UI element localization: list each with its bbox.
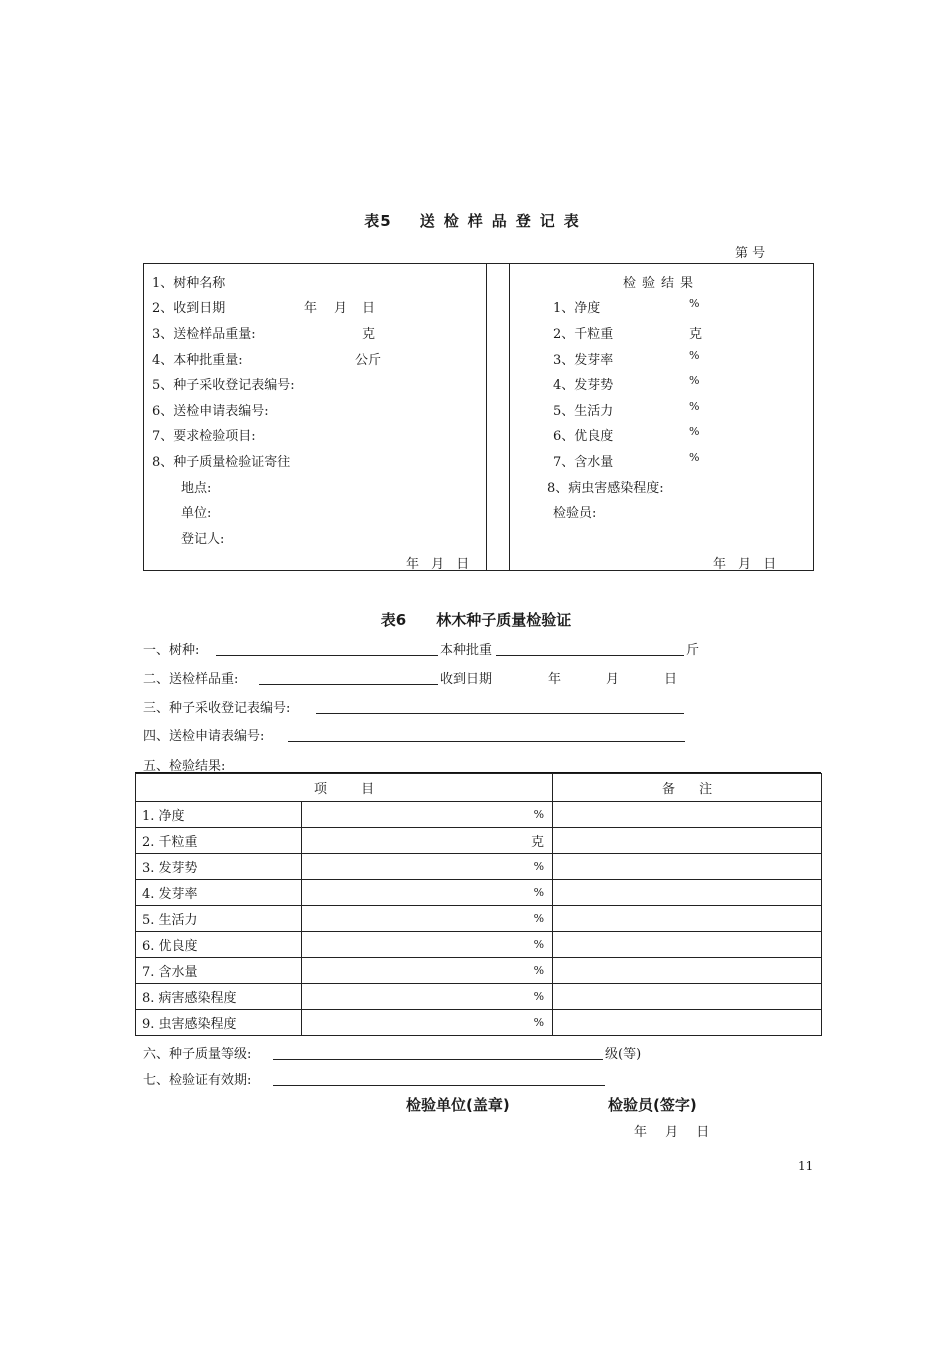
t6-row-value[interactable]: % (302, 906, 553, 932)
t6-received-date-label: 收到日期 (440, 672, 493, 687)
t6-row-remark[interactable] (553, 854, 822, 880)
t6-row-value[interactable]: % (302, 984, 553, 1010)
t6-row-remark[interactable] (553, 906, 822, 932)
page-number: 11 (798, 1159, 814, 1173)
table-row (136, 828, 822, 854)
table5-divider-right (509, 264, 510, 570)
t5-right-inspector: 检验员: (553, 506, 597, 521)
t5-right-item-1-unit: % (689, 297, 700, 310)
t5-left-sub-location: 地点: (181, 481, 212, 496)
t6-row-label: 1. 净度 (136, 802, 302, 828)
t6-sample-weight-line[interactable] (259, 684, 438, 685)
t5-left-footer-date: 年 月 日 (406, 557, 470, 572)
table-row (136, 906, 822, 932)
table-row (136, 1010, 822, 1036)
t6-col-remark: 备 注 (553, 774, 822, 802)
t5-right-item-7-unit: % (689, 451, 700, 464)
t5-right-item-2-label: 2、千粒重 (553, 327, 614, 342)
t6-grade-label: 六、种子质量等级: (143, 1047, 252, 1062)
t5-right-header: 检验结果 (623, 276, 700, 291)
table5-divider-left (486, 264, 487, 570)
table-row (136, 880, 822, 906)
t6-row-remark[interactable] (553, 958, 822, 984)
t6-lot-weight-label: 本种批重 (440, 643, 493, 658)
table6-title-text: 林木种子质量检验证 (436, 611, 572, 629)
table6-title (0, 609, 952, 630)
t5-left-item-5: 5、种子采收登记表编号: (152, 378, 295, 393)
table-row (136, 958, 822, 984)
t5-left-item-4: 4、本种批重量: (152, 353, 243, 368)
t6-row-value[interactable]: % (302, 854, 553, 880)
t5-left-item-1: 1、树种名称 (152, 276, 226, 291)
t5-left-item-6: 6、送检申请表编号: (152, 404, 269, 419)
t6-request-form-line[interactable] (288, 741, 685, 742)
t6-row-label: 8. 病害感染程度 (136, 984, 302, 1010)
t6-row-remark[interactable] (553, 984, 822, 1010)
t5-right-disease: 8、病虫害感染程度: (547, 481, 664, 496)
t5-right-item-5-unit: % (689, 400, 700, 413)
t6-row-label: 5. 生活力 (136, 906, 302, 932)
t6-row-value[interactable]: % (302, 880, 553, 906)
t6-row-remark[interactable] (553, 1010, 822, 1036)
table-row (136, 984, 822, 1010)
t5-left-lot-unit: 公斤 (355, 353, 382, 368)
t6-unit-seal: 检验单位(盖章) (406, 1096, 510, 1114)
t5-right-item-4-label: 4、发芽势 (553, 378, 614, 393)
t6-row-label: 9. 虫害感染程度 (136, 1010, 302, 1036)
t6-validity-line[interactable] (273, 1085, 605, 1086)
table-row (136, 802, 822, 828)
t6-grade-line[interactable] (273, 1059, 603, 1060)
t6-lot-unit: 斤 (686, 643, 700, 658)
t5-left-weight-unit: 克 (362, 327, 376, 342)
table5-number-label: 第 号 (735, 246, 766, 261)
t6-row-label: 4. 发芽率 (136, 880, 302, 906)
t6-row-label: 3. 发芽势 (136, 854, 302, 880)
t6-row-value[interactable]: % (302, 802, 553, 828)
t6-table-header (136, 774, 822, 802)
t5-left-item-7: 7、要求检验项目: (152, 429, 256, 444)
t5-right-item-7-label: 7、含水量 (553, 455, 614, 470)
t5-left-item-8: 8、种子质量检验证寄往 (152, 455, 291, 470)
t6-request-form-label: 四、送检申请表编号: (143, 729, 265, 744)
table-row (136, 854, 822, 880)
t5-left-sub-unit: 单位: (181, 506, 212, 521)
t6-col-item: 项 目 (136, 774, 553, 802)
t5-left-item-3: 3、送检样品重量: (152, 327, 256, 342)
t6-harvest-form-label: 三、种子采收登记表编号: (143, 701, 291, 716)
t6-row-remark[interactable] (553, 880, 822, 906)
t6-harvest-form-line[interactable] (316, 713, 684, 714)
t6-row-label: 6. 优良度 (136, 932, 302, 958)
t5-right-item-6-label: 6、优良度 (553, 429, 614, 444)
t6-row-value[interactable]: % (302, 1010, 553, 1036)
t6-results-label: 五、检验结果: (143, 759, 226, 774)
t5-left-date-year: 年 (304, 301, 318, 316)
t6-received-year: 年 (548, 672, 562, 687)
t6-row-value[interactable]: 克 (302, 828, 553, 854)
t6-species-line[interactable] (216, 655, 438, 656)
t6-sign-date: 年 月 日 (634, 1125, 710, 1140)
t5-right-item-4-unit: % (689, 374, 700, 387)
t5-left-date-day: 日 (362, 301, 376, 316)
t5-right-item-2-unit: 克 (689, 327, 703, 342)
table5-registration-form (143, 263, 814, 571)
t6-row-label: 7. 含水量 (136, 958, 302, 984)
t6-row-label: 2. 千粒重 (136, 828, 302, 854)
t6-lot-weight-line[interactable] (496, 655, 684, 656)
t5-right-footer-date: 年 月 日 (713, 557, 777, 572)
t6-inspector-sign: 检验员(签字) (608, 1096, 697, 1114)
t6-results-table (135, 773, 822, 1036)
t6-species-label: 一、树种: (143, 643, 200, 658)
t6-row-value[interactable]: % (302, 958, 553, 984)
t5-left-sub-registrar: 登记人: (181, 532, 225, 547)
t5-left-item-2: 2、收到日期 (152, 301, 226, 316)
t5-right-item-3-unit: % (689, 349, 700, 362)
table5-title (0, 210, 952, 231)
t5-right-item-1-label: 1、净度 (553, 301, 601, 316)
t6-row-value[interactable]: % (302, 932, 553, 958)
t6-row-remark[interactable] (553, 828, 822, 854)
t5-right-item-3-label: 3、发芽率 (553, 353, 614, 368)
t6-row-remark[interactable] (553, 802, 822, 828)
t6-grade-suffix: 级(等) (605, 1047, 642, 1062)
t5-right-item-5-label: 5、生活力 (553, 404, 614, 419)
t6-received-day: 日 (664, 672, 678, 687)
table5-title-label: 表5 (364, 212, 392, 230)
table6-title-label: 表6 (380, 611, 407, 629)
t6-row-remark[interactable] (553, 932, 822, 958)
t5-right-item-6-unit: % (689, 425, 700, 438)
table5-title-text: 送检样品登记表 (419, 212, 588, 230)
t6-sample-weight-label: 二、送检样品重: (143, 672, 239, 687)
t6-received-month: 月 (606, 672, 620, 687)
table-row (136, 932, 822, 958)
t6-validity-label: 七、检验证有效期: (143, 1073, 252, 1088)
t5-left-date-month: 月 (334, 301, 348, 316)
